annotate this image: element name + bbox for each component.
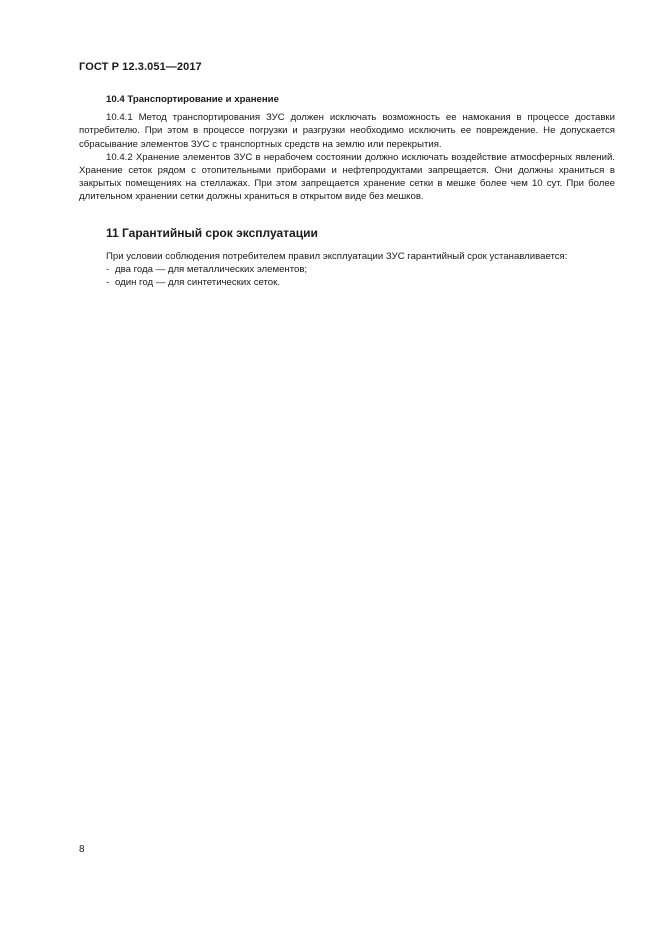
- list-marker: -: [106, 263, 110, 275]
- list-item-text: два года — для металлических элементов;: [115, 263, 308, 275]
- paragraph-warranty-intro: При условии соблюдения потребителем правил эксплуатации ЗУС гарантийный срок устанавливается:: [106, 250, 568, 262]
- list-item-text: один год — для синтетических сеток.: [115, 277, 280, 289]
- list-item: [79, 276, 615, 289]
- section-heading-11: 11 Гарантийный срок эксплуатации: [106, 225, 318, 240]
- page-number: 8: [79, 844, 85, 855]
- subsection-heading-10-4: 10.4 Транспортирование и хранение: [106, 94, 279, 105]
- list-marker: -: [106, 277, 110, 289]
- paragraph-10-4-1: 10.4.1 Метод транспортирования ЗУС должен исключать возможность ее намокания в процессе доставки потребителю. При этом в процессе погрузки и разгрузки необходимо исключить ее повреждение. Не допускается сбрасывание элементов ЗУС с транспортных средств на землю или перекрытия.: [79, 112, 615, 150]
- paragraph-10-4-2: 10.4.2 Хранение элементов ЗУС в нерабочем состоянии должно исключать воздействие атмосферных явлений. Хранение сеток рядом с отопительными приборами и нефтепродуктами запрещается. Они должны храниться в закрытых помещениях на стеллажах. При этом запрещается хранение сетки в мешке более чем 10 сут. При более длительном хранении сетки должны храниться в открытом виде без мешков.: [79, 151, 615, 203]
- warranty-list: [79, 263, 615, 289]
- list-item: [79, 263, 615, 276]
- standard-code-header: ГОСТ Р 12.3.051—2017: [79, 61, 202, 73]
- page-content: [79, 93, 615, 289]
